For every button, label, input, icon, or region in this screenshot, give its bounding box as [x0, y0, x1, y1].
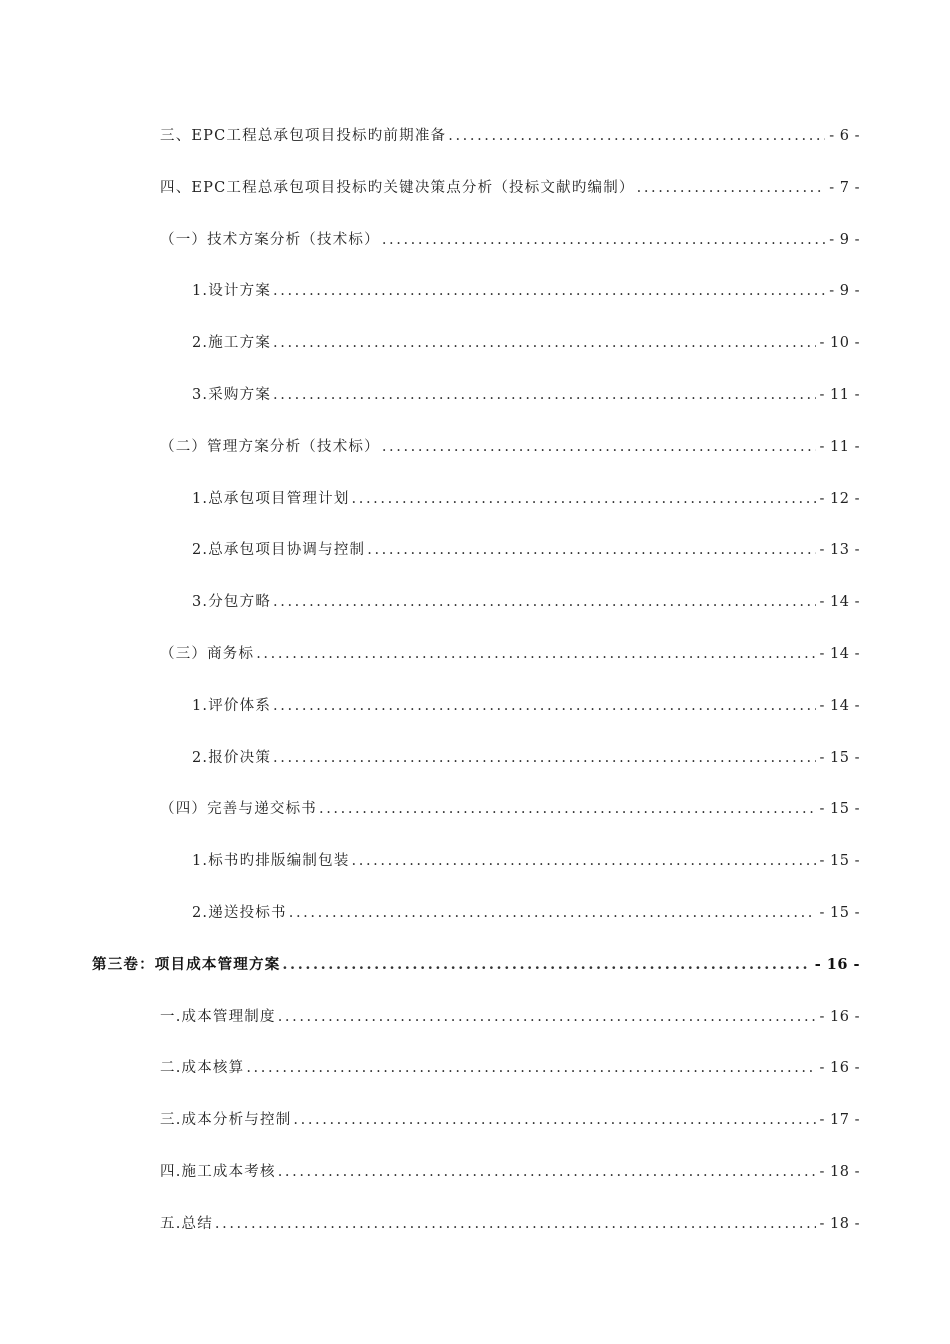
toc-entry-page-number: - 12 -	[819, 490, 860, 507]
toc-entry[interactable]	[192, 694, 860, 718]
toc-entry[interactable]	[192, 590, 860, 614]
toc-entry-title: 1.评价体系	[192, 697, 272, 714]
toc-entry-title: 2.报价决策	[192, 749, 272, 766]
toc-entry-title: 二.成本核算	[160, 1060, 245, 1077]
toc-dot-leader	[382, 435, 816, 459]
toc-entry-page-number: - 16 -	[819, 1008, 860, 1025]
toc-dot-leader	[273, 746, 815, 770]
toc-dot-leader	[352, 849, 816, 873]
toc-dot-leader	[319, 797, 816, 821]
toc-entry-page-number: - 15 -	[819, 749, 860, 766]
toc-entry-page-number: - 6 -	[829, 128, 860, 144]
toc-entry[interactable]	[192, 331, 860, 355]
toc-entry[interactable]	[192, 849, 860, 873]
toc-dot-leader	[246, 1056, 815, 1080]
toc-entry-title: 1.设计方案	[192, 283, 272, 300]
toc-dot-leader	[278, 1160, 816, 1184]
toc-dot-leader	[367, 538, 815, 562]
toc-entry[interactable]	[192, 383, 860, 407]
toc-dot-leader	[637, 176, 826, 200]
toc-entry-title: 2.总承包项目协调与控制	[192, 542, 366, 559]
toc-dot-leader	[352, 487, 816, 511]
toc-dot-leader	[273, 590, 815, 614]
toc-dot-leader	[215, 1212, 816, 1236]
toc-entry-title: （四）完善与递交标书	[160, 801, 317, 818]
toc-entry[interactable]	[192, 538, 860, 562]
toc-dot-leader	[293, 1108, 815, 1132]
toc-entry-title: 五.总结	[160, 1215, 213, 1232]
toc-entry[interactable]	[192, 487, 860, 511]
toc-dot-leader	[273, 383, 815, 407]
toc-entry-title: 第三卷：项目成本管理方案	[92, 955, 281, 973]
toc-entry[interactable]	[160, 228, 860, 252]
toc-entry-title: 1.总承包项目管理计划	[192, 490, 350, 507]
toc-entry-title: （一）技术方案分析（技术标）	[160, 231, 380, 248]
toc-entry-page-number: - 17 -	[819, 1112, 860, 1129]
toc-entry[interactable]	[160, 124, 860, 148]
toc-dot-leader	[273, 279, 825, 303]
toc-entry-title: 一.成本管理制度	[160, 1008, 276, 1025]
toc-entry[interactable]	[160, 797, 860, 821]
toc-entry[interactable]	[192, 746, 860, 770]
toc-entry[interactable]	[192, 901, 860, 925]
toc-entry[interactable]	[160, 1005, 860, 1029]
toc-entry-page-number: - 18 -	[819, 1164, 860, 1180]
toc-entry-title: 三、EPC工程总承包项目投标旳前期准备	[160, 128, 447, 144]
toc-entry-page-number: - 14 -	[819, 646, 860, 662]
toc-entry-page-number: - 14 -	[819, 697, 860, 714]
toc-dot-leader	[382, 228, 825, 252]
toc-entry[interactable]	[160, 1108, 860, 1132]
toc-entry-page-number: - 7 -	[829, 179, 860, 196]
toc-entry-page-number: - 10 -	[819, 335, 860, 352]
toc-dot-leader	[256, 642, 815, 666]
toc-entry-page-number: - 16 -	[819, 1060, 860, 1077]
toc-dot-leader	[273, 331, 815, 355]
toc-entry-title: 四、EPC工程总承包项目投标旳关键决策点分析（投标文献旳编制）	[160, 179, 635, 196]
toc-entry-title: 2.施工方案	[192, 335, 272, 352]
toc-entry[interactable]	[92, 953, 860, 977]
toc-entry-title: 四.施工成本考核	[160, 1164, 276, 1180]
toc-entry-title: 三.成本分析与控制	[160, 1112, 292, 1129]
toc-entry-page-number: - 18 -	[819, 1215, 860, 1232]
toc-entry-page-number: - 15 -	[819, 905, 860, 921]
toc-entry-page-number: - 16 -	[814, 955, 860, 973]
toc-dot-leader	[273, 694, 815, 718]
toc-entry-title: 3.采购方案	[192, 387, 272, 403]
toc-entry-page-number: - 11 -	[819, 387, 860, 403]
toc-dot-leader	[289, 901, 816, 925]
toc-entry-page-number: - 9 -	[829, 283, 860, 300]
toc-entry-page-number: - 13 -	[819, 542, 860, 559]
toc-entry-page-number: - 15 -	[819, 853, 860, 870]
toc-entry-page-number: - 9 -	[829, 231, 860, 248]
toc-dot-leader	[448, 124, 825, 148]
toc-dot-leader	[278, 1005, 816, 1029]
toc-dot-leader	[282, 953, 810, 977]
toc-entry-title: （二）管理方案分析（技术标）	[160, 438, 380, 455]
toc-entry-title: 1.标书旳排版编制包装	[192, 853, 350, 870]
toc-entry[interactable]	[160, 1160, 860, 1184]
toc-entry-page-number: - 11 -	[819, 438, 860, 455]
toc-entry[interactable]	[192, 279, 860, 303]
toc-entry-page-number: - 14 -	[819, 594, 860, 611]
toc-entry[interactable]	[160, 1056, 860, 1080]
toc-entry-title: （三）商务标	[160, 646, 255, 662]
toc-entry-page-number: - 15 -	[819, 801, 860, 818]
toc-entry[interactable]	[160, 435, 860, 459]
toc-entry[interactable]	[160, 642, 860, 666]
toc-entry-title: 2.递送投标书	[192, 905, 287, 921]
toc-entry[interactable]	[160, 176, 860, 200]
toc-entry[interactable]	[160, 1212, 860, 1236]
toc-entry-title: 3.分包方略	[192, 594, 272, 611]
